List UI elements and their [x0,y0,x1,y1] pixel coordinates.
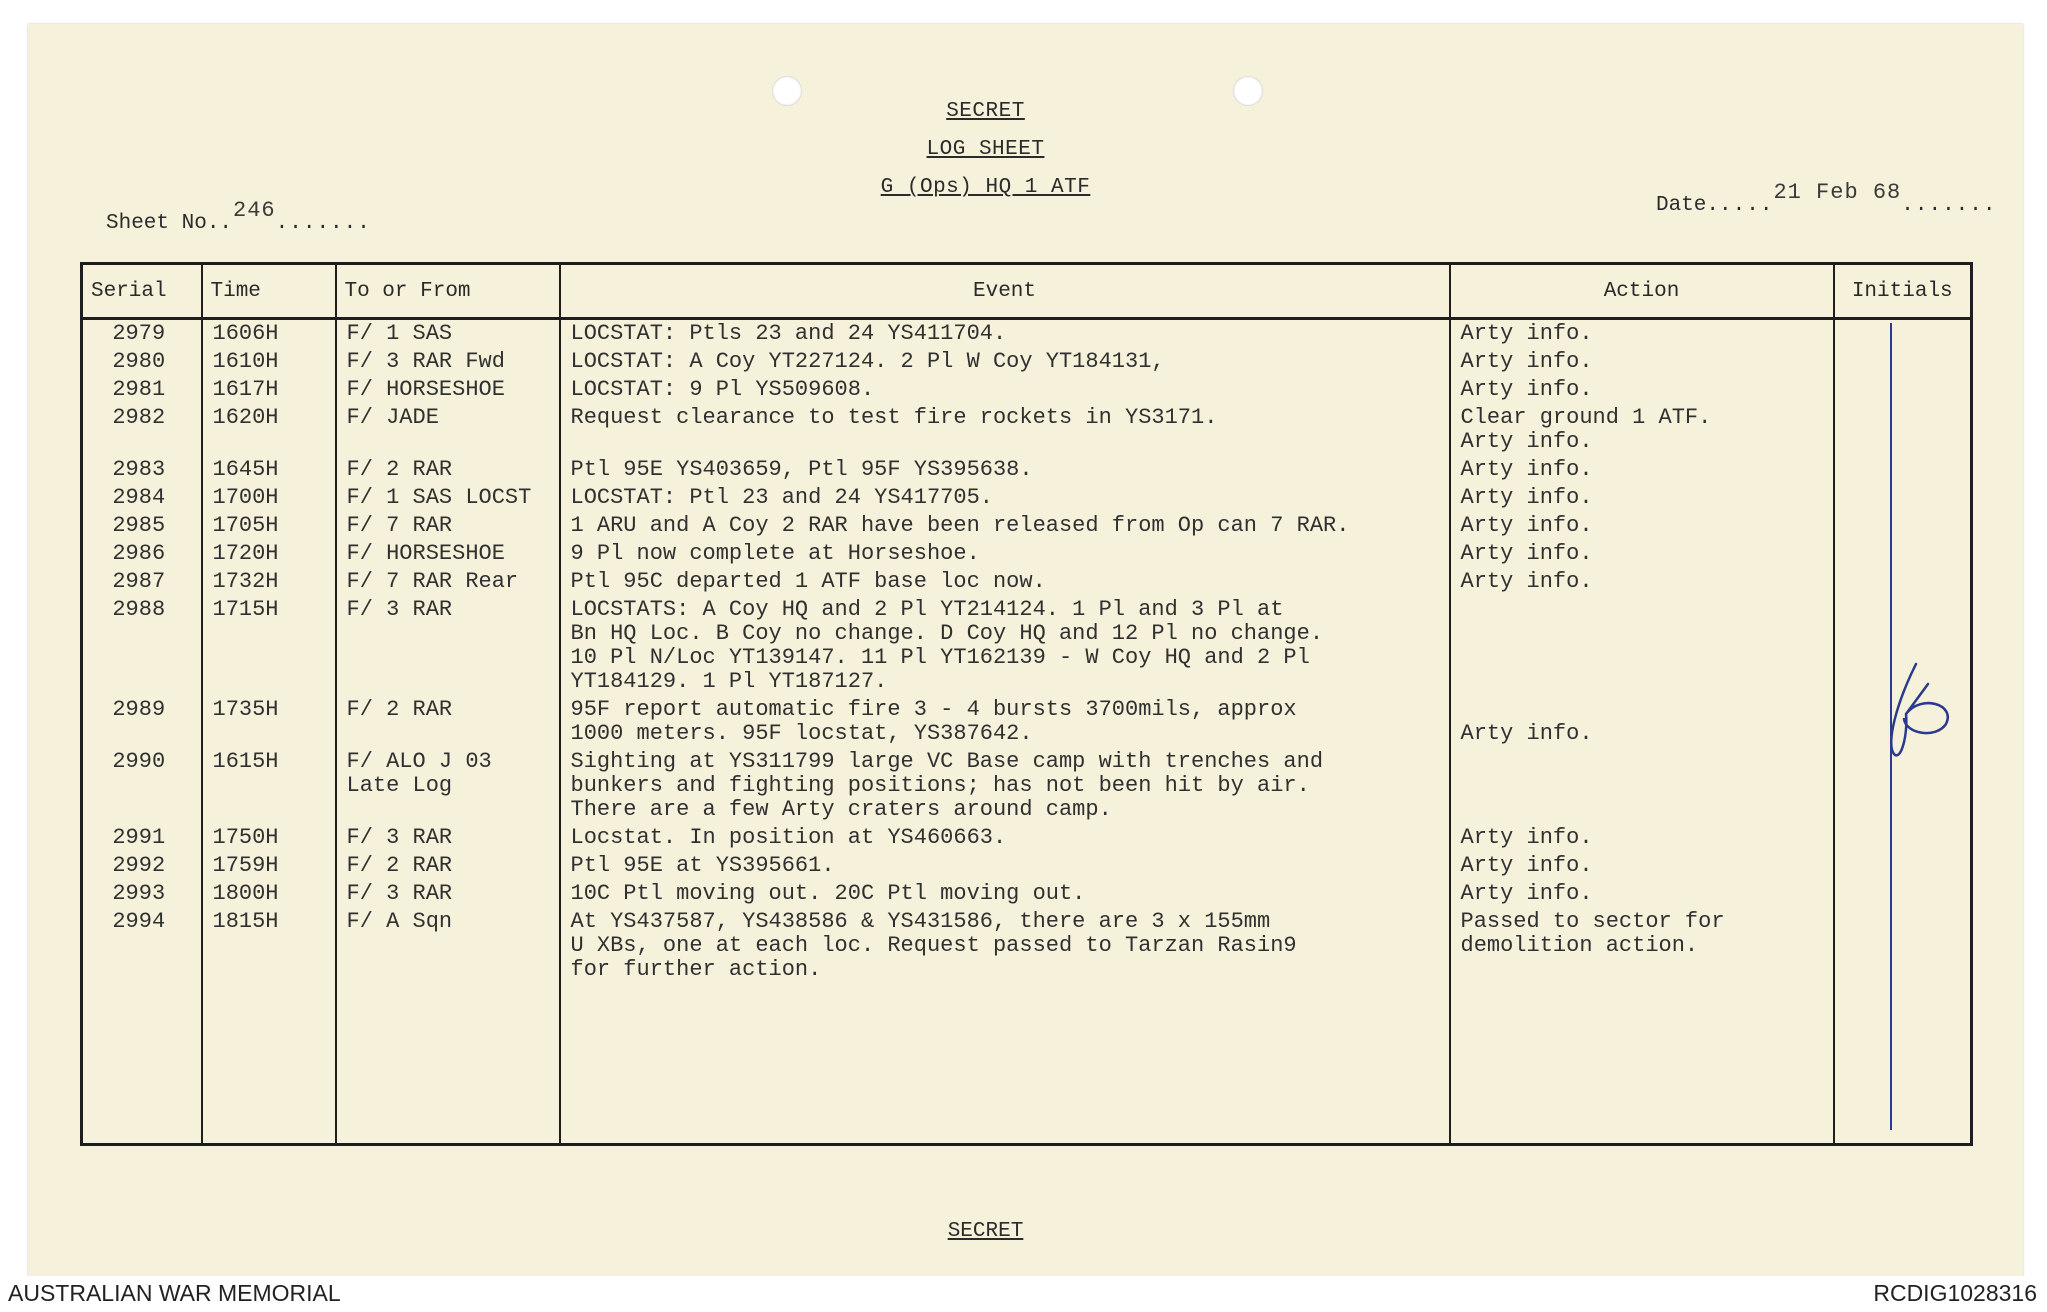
entry-serial: 2990 [82,748,202,824]
entry-time: 1620H [202,404,336,456]
filler-cell [1450,984,1834,1145]
entry-initials [1834,908,1972,984]
filler-cell [560,984,1450,1145]
column-header-time: Time [202,264,336,319]
entry-to-from: F/ HORSESHOE [336,540,560,568]
entry-serial: 2984 [82,484,202,512]
entry-to-from: F/ HORSESHOE [336,376,560,404]
table-row [82,456,1972,484]
entry-event: LOCSTAT: 9 Pl YS509608. [560,376,1450,404]
entry-event: LOCSTAT: A Coy YT227124. 2 Pl W Coy YT184131, [560,348,1450,376]
entry-serial: 2986 [82,540,202,568]
entry-serial: 2980 [82,348,202,376]
entry-to-from: F/ 2 RAR [336,456,560,484]
entry-serial: 2988 [82,596,202,696]
archive-name: AUSTRALIAN WAR MEMORIAL [8,1280,341,1306]
entry-to-from: F/ 3 RAR [336,824,560,852]
entry-time: 1645H [202,456,336,484]
entry-time: 1735H [202,696,336,748]
entry-serial: 2991 [82,824,202,852]
entry-initials [1834,319,1972,349]
initials-signature [1886,644,1966,764]
entry-initials [1834,456,1972,484]
entry-to-from: F/ 1 SAS LOCST [336,484,560,512]
entry-initials [1834,512,1972,540]
table-row [82,376,1972,404]
entry-event: 95F report automatic fire 3 - 4 bursts 3700mils, approx 1000 meters. 95F locstat, YS387642. [560,696,1450,748]
entry-to-from: F/ 7 RAR [336,512,560,540]
entry-initials [1834,348,1972,376]
classification-header: SECRET [946,100,1025,123]
entry-initials [1834,376,1972,404]
table-row [82,348,1972,376]
entry-event: At YS437587, YS438586 & YS431586, there are 3 x 155mm U XBs, one at each loc. Request passed to Tarzan Rasin9 for further action. [560,908,1450,984]
entry-initials [1834,404,1972,456]
table-row [82,696,1972,748]
entry-to-from: F/ 2 RAR [336,852,560,880]
entry-time: 1800H [202,880,336,908]
entry-event: LOCSTAT: Ptl 23 and 24 YS417705. [560,484,1450,512]
archive-reference: RCDIG1028316 [1873,1280,2037,1306]
entry-event: Locstat. In position at YS460663. [560,824,1450,852]
entry-action: Passed to sector for demolition action. [1450,908,1834,984]
table-row [82,596,1972,696]
entry-action: Arty info. [1450,540,1834,568]
entry-action: Arty info. [1450,348,1834,376]
entry-action: Arty info. [1450,456,1834,484]
entry-serial: 2989 [82,696,202,748]
entry-action: Arty info. [1450,852,1834,880]
entry-event: Sighting at YS311799 large VC Base camp with trenches and bunkers and fighting positions; has not been hit by air. There are a few Arty craters around camp. [560,748,1450,824]
entry-event: LOCSTAT: Ptls 23 and 24 YS411704. [560,319,1450,349]
entry-initials [1834,568,1972,596]
entry-initials [1834,484,1972,512]
entry-action: Arty info. [1450,880,1834,908]
table-row [82,319,1972,349]
entry-event: 9 Pl now complete at Horseshoe. [560,540,1450,568]
filler-cell [336,984,560,1145]
entry-event: 10C Ptl moving out. 20C Ptl moving out. [560,880,1450,908]
table-row [82,852,1972,880]
column-header-to-from: To or From [336,264,560,319]
entry-action: Clear ground 1 ATF. Arty info. [1450,404,1834,456]
entry-action: Arty info. [1450,319,1834,349]
entry-action [1450,596,1834,696]
entry-action: Arty info. [1450,824,1834,852]
entry-serial: 2981 [82,376,202,404]
entry-to-from: F/ A Sqn [336,908,560,984]
table-row [82,880,1972,908]
entry-to-from: F/ 3 RAR [336,880,560,908]
entry-serial: 2982 [82,404,202,456]
entry-to-from: F/ 2 RAR [336,696,560,748]
sheet-number-value: 246 [233,198,276,223]
entry-to-from: F/ 1 SAS [336,319,560,349]
table-row [82,404,1972,456]
sheet-number: Sheet No..246....... [106,198,371,235]
entry-time: 1615H [202,748,336,824]
entry-event: Ptl 95E at YS395661. [560,852,1450,880]
entry-to-from: F/ 3 RAR Fwd [336,348,560,376]
entry-event: Ptl 95E YS403659, Ptl 95F YS395638. [560,456,1450,484]
log-sheet-paper [28,24,2023,1276]
entry-time: 1610H [202,348,336,376]
entry-action: Arty info. [1450,568,1834,596]
table-row [82,568,1972,596]
sheet-number-label: Sheet No. [106,212,220,235]
table-row [82,484,1972,512]
entry-time: 1715H [202,596,336,696]
entry-time: 1700H [202,484,336,512]
filler-cell [1834,984,1972,1145]
entry-time: 1705H [202,512,336,540]
entry-serial: 2994 [82,908,202,984]
entry-time: 1815H [202,908,336,984]
initials-pen-line [1890,323,1892,1131]
entry-to-from: F/ 3 RAR [336,596,560,696]
log-table [80,262,1973,1146]
sheet-date: Date.....21 Feb 68....... [1656,180,1997,217]
column-header-event: Event [560,264,1450,319]
classification-footer: SECRET [947,1220,1024,1243]
entry-action [1450,748,1834,824]
document-title: LOG SHEET [926,138,1045,161]
date-label: Date. [1656,194,1720,217]
column-header-initials: Initials [1834,264,1972,319]
entry-time: 1606H [202,319,336,349]
entry-action: Arty info. [1450,512,1834,540]
entry-event: Ptl 95C departed 1 ATF base loc now. [560,568,1450,596]
entry-action: Arty info. [1450,696,1834,748]
entry-event: Request clearance to test fire rockets in YS3171. [560,404,1450,456]
table-header-row [82,264,1972,319]
column-header-serial: Serial [82,264,202,319]
table-row [82,748,1972,824]
table-row [82,540,1972,568]
entry-time: 1732H [202,568,336,596]
table-row [82,512,1972,540]
entry-serial: 2993 [82,880,202,908]
entry-initials [1834,824,1972,852]
table-row [82,908,1972,984]
entry-initials [1834,880,1972,908]
date-value: 21 Feb 68 [1773,180,1902,205]
unit-heading: G (Ops) HQ 1 ATF [880,176,1091,199]
entry-serial: 2979 [82,319,202,349]
entry-event: LOCSTATS: A Coy HQ and 2 Pl YT214124. 1 Pl and 3 Pl at Bn HQ Loc. B Coy no change. D Coy HQ and 12 Pl no change. 10 Pl N/Loc YT139147. 11 Pl YT162139 - W Coy HQ and 2 Pl YT184129. 1 Pl YT187127. [560,596,1450,696]
filler-cell [82,984,202,1145]
entry-action: Arty info. [1450,376,1834,404]
entry-time: 1759H [202,852,336,880]
entry-to-from: F/ JADE [336,404,560,456]
archive-caption-bar [0,1276,2047,1312]
entry-initials [1834,540,1972,568]
entry-serial: 2983 [82,456,202,484]
entry-initials [1834,852,1972,880]
entry-time: 1750H [202,824,336,852]
entry-time: 1720H [202,540,336,568]
entry-event: 1 ARU and A Coy 2 RAR have been released from Op can 7 RAR. [560,512,1450,540]
entry-serial: 2985 [82,512,202,540]
entry-action: Arty info. [1450,484,1834,512]
entry-to-from: F/ 7 RAR Rear [336,568,560,596]
entry-serial: 2992 [82,852,202,880]
entry-to-from: F/ ALO J 03 Late Log [336,748,560,824]
entry-serial: 2987 [82,568,202,596]
entry-time: 1617H [202,376,336,404]
log-entries [82,319,1972,1145]
table-filler-row [82,984,1972,1145]
filler-cell [202,984,336,1145]
table-row [82,824,1972,852]
column-header-action: Action [1450,264,1834,319]
